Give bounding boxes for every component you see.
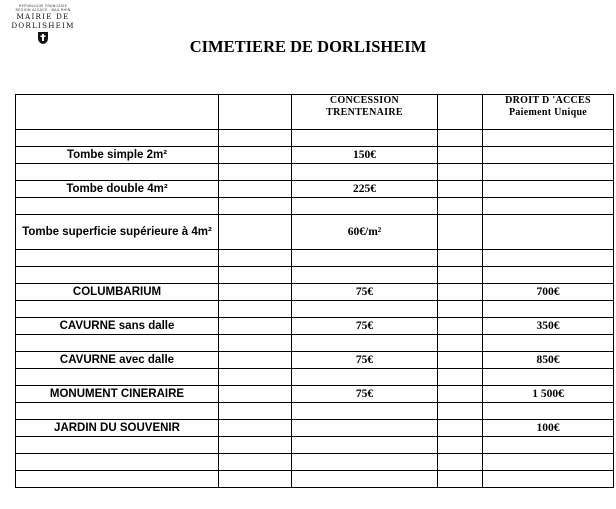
spacer-row bbox=[16, 130, 614, 147]
concession-value bbox=[292, 420, 438, 437]
concession-value: 75€ bbox=[292, 318, 438, 335]
concession-value: 75€ bbox=[292, 284, 438, 301]
concession-value: 75€ bbox=[292, 386, 438, 403]
acces-header-line-1: DROIT D 'ACCES bbox=[505, 95, 591, 106]
row-label: MONUMENT CINERAIRE bbox=[16, 386, 219, 403]
spacer-row bbox=[16, 250, 614, 267]
row-label: Tombe simple 2m² bbox=[16, 147, 219, 164]
acces-value: 350€ bbox=[483, 318, 614, 335]
concession-header bbox=[292, 95, 438, 130]
spacer-row bbox=[16, 437, 614, 454]
mairie-logo bbox=[6, 4, 80, 68]
spacer-row bbox=[16, 267, 614, 284]
table-row bbox=[16, 318, 614, 335]
spacer-row bbox=[16, 471, 614, 488]
table-row bbox=[16, 215, 614, 250]
table-row bbox=[16, 386, 614, 403]
concession-value: 75€ bbox=[292, 352, 438, 369]
logo-line-4: DORLISHEIM bbox=[11, 21, 75, 30]
page-title: CIMETIERE DE DORLISHEIM bbox=[189, 37, 427, 56]
acces-header-line-2: Paiement Unique bbox=[508, 107, 588, 118]
concession-value: 225€ bbox=[292, 181, 438, 198]
row-label: COLUMBARIUM bbox=[16, 284, 219, 301]
row-label: Tombe double 4m² bbox=[16, 181, 219, 198]
table-row bbox=[16, 352, 614, 369]
acces-value: 1 500€ bbox=[483, 386, 614, 403]
table-row bbox=[16, 284, 614, 301]
spacer-row bbox=[16, 403, 614, 420]
table-cell bbox=[16, 95, 219, 130]
row-label: JARDIN DU SOUVENIR bbox=[16, 420, 219, 437]
acces-value bbox=[483, 215, 614, 250]
tariff-table bbox=[15, 94, 614, 488]
table-header-row bbox=[16, 95, 614, 130]
spacer-row bbox=[16, 335, 614, 352]
table-row bbox=[16, 420, 614, 437]
row-label: CAVURNE sans dalle bbox=[16, 318, 219, 335]
concession-header-line-2: TRENTENAIRE bbox=[326, 107, 403, 118]
table-cell bbox=[438, 95, 483, 130]
concession-header-line-1: CONCESSION bbox=[329, 95, 400, 106]
table-cell bbox=[219, 95, 292, 130]
table-row bbox=[16, 181, 614, 198]
acces-value: 850€ bbox=[483, 352, 614, 369]
acces-header bbox=[483, 95, 614, 130]
table-row bbox=[16, 147, 614, 164]
spacer-row bbox=[16, 369, 614, 386]
concession-value: 60€/m² bbox=[292, 215, 438, 250]
concession-value: 150€ bbox=[292, 147, 438, 164]
spacer-row bbox=[16, 198, 614, 215]
acces-value: 100€ bbox=[483, 420, 614, 437]
logo-line-3: MAIRIE DE bbox=[16, 12, 70, 21]
spacer-row bbox=[16, 301, 614, 318]
logo-line-2: REGION ALSACE - BAS-RHIN bbox=[15, 8, 71, 12]
acces-value: 700€ bbox=[483, 284, 614, 301]
spacer-row bbox=[16, 164, 614, 181]
acces-value bbox=[483, 147, 614, 164]
acces-value bbox=[483, 181, 614, 198]
logo-line-1: REPUBLIQUE FRANCAISE bbox=[18, 4, 68, 8]
row-label: CAVURNE avec dalle bbox=[16, 352, 219, 369]
row-label: Tombe superficie supérieure à 4m² bbox=[16, 215, 219, 250]
spacer-row bbox=[16, 454, 614, 471]
